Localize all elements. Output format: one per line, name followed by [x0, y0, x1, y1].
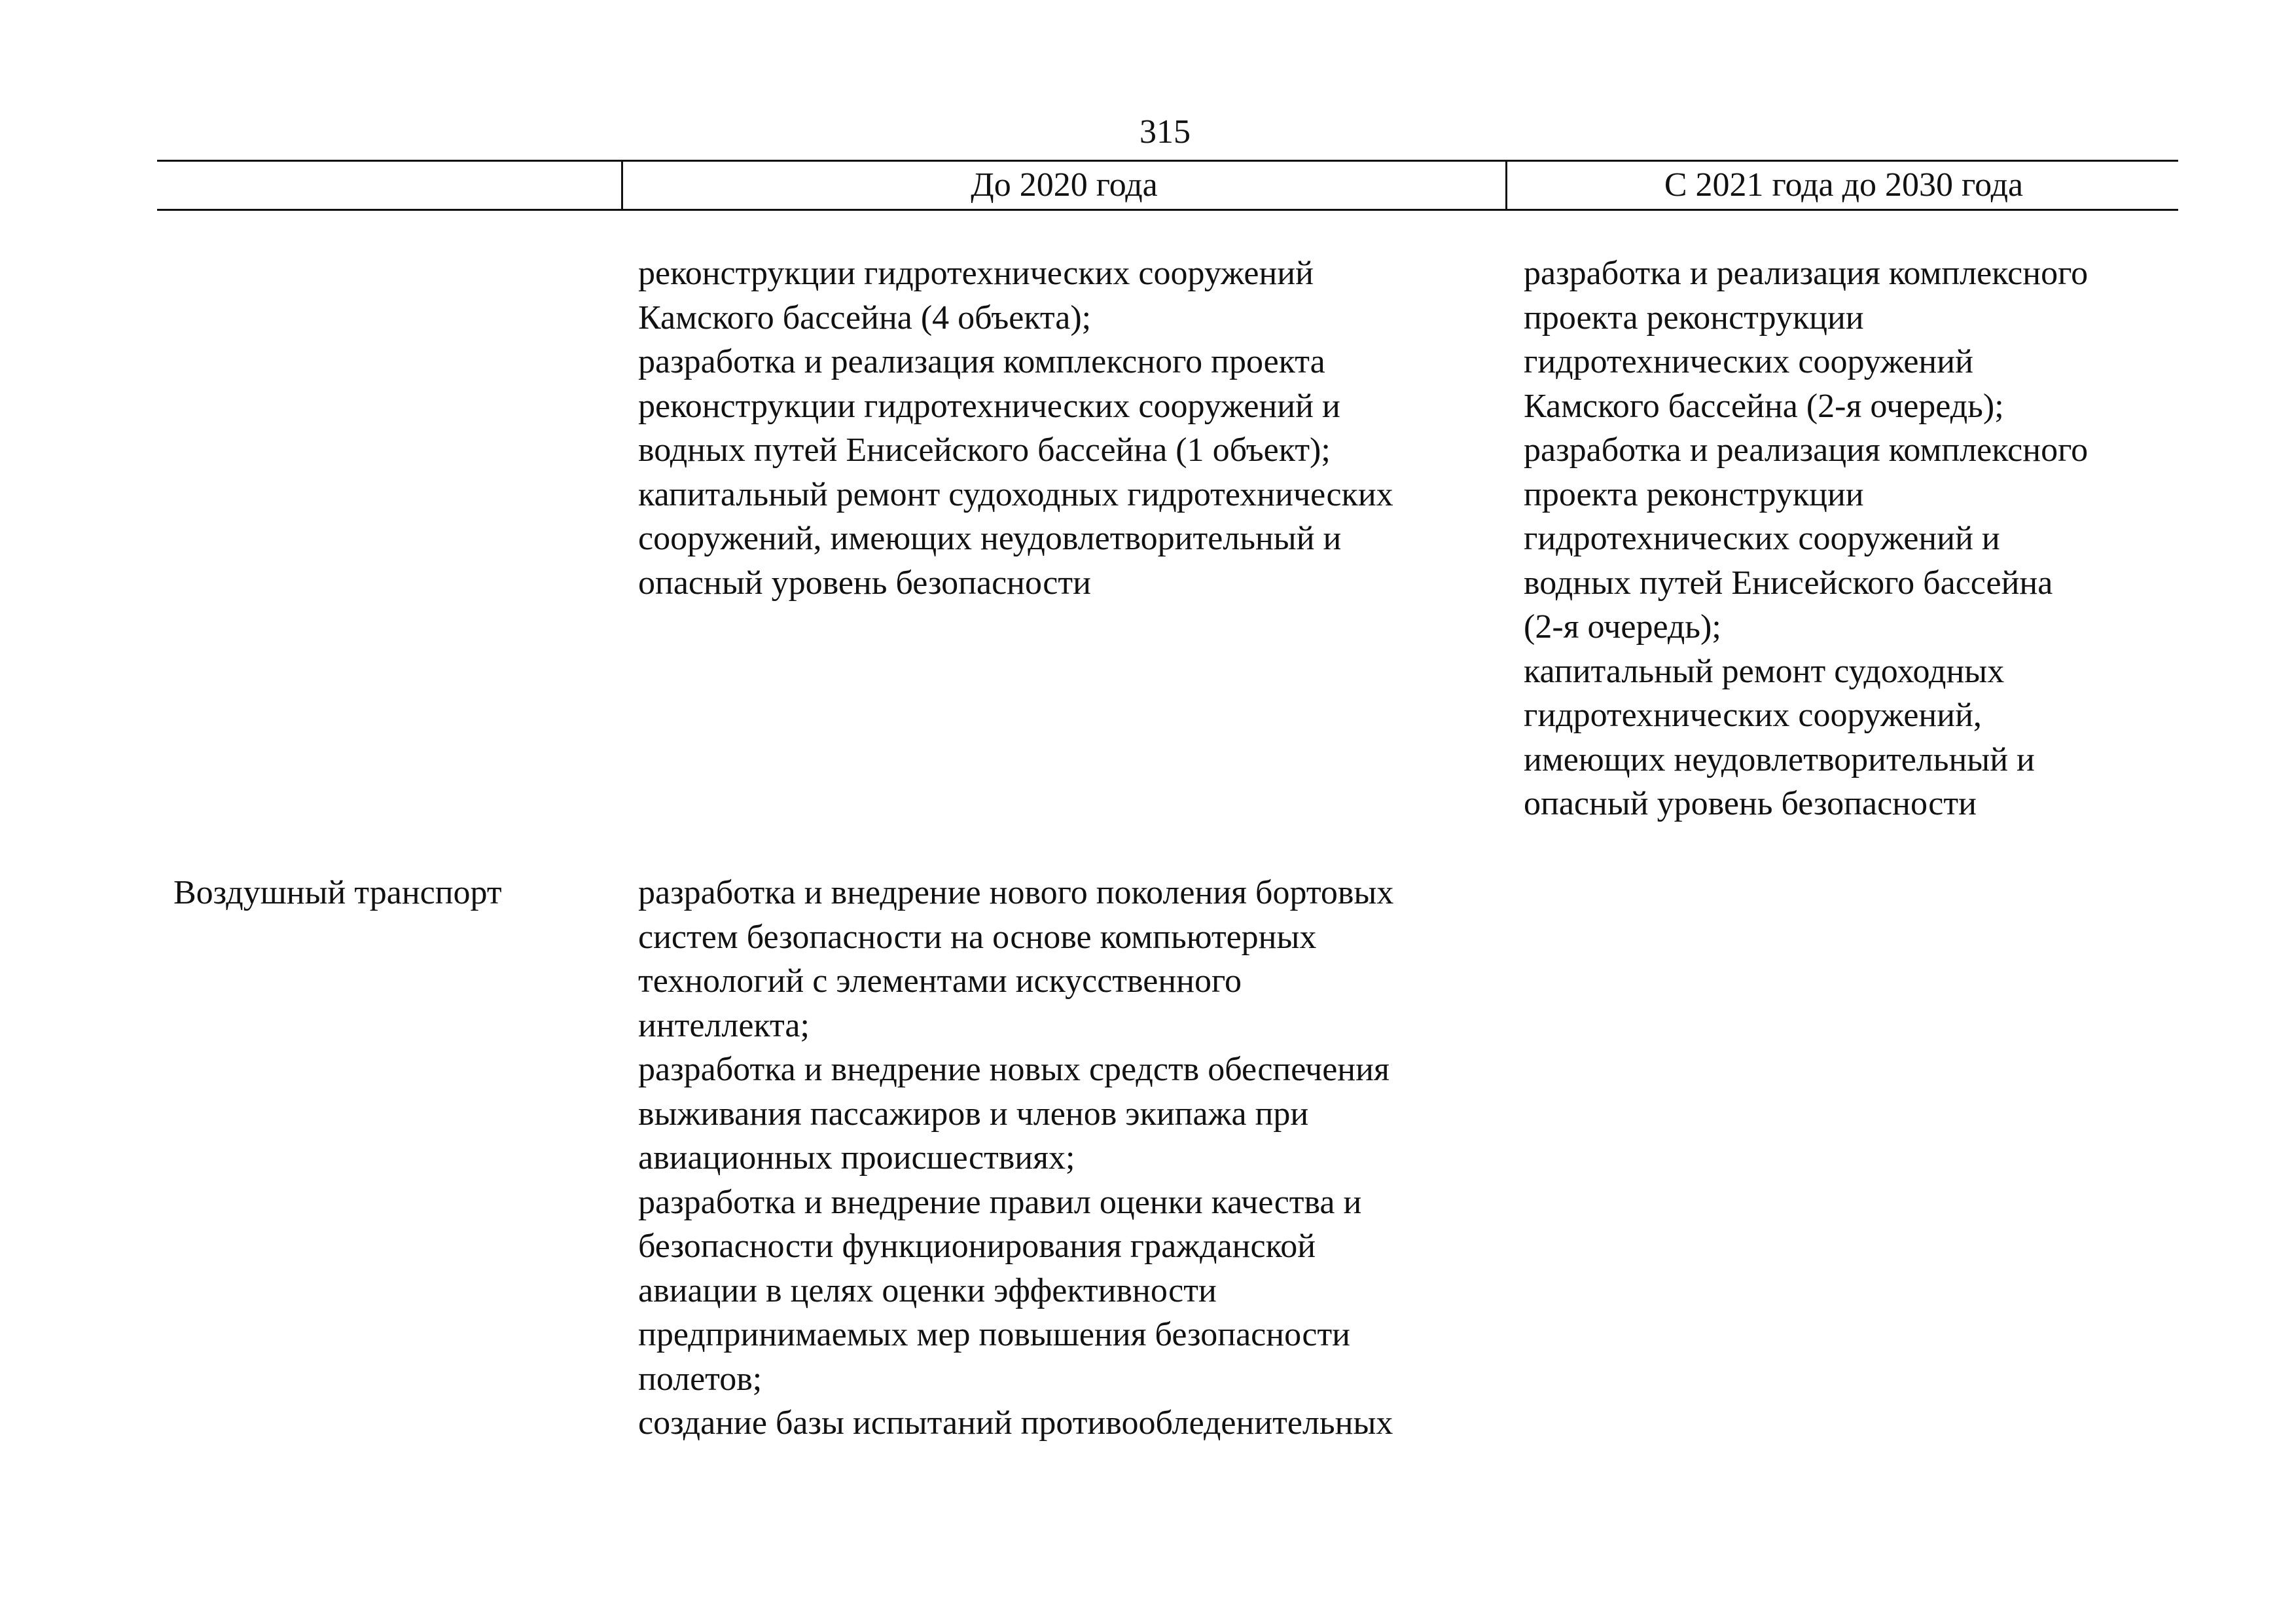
- row1-until-2020: реконструкции гидротехнических сооружений Камского бассейна (4 объекта); разработка и реализация комплексного проекта реконструкции гидротехнических сооружений и водных путей Енисейского бассейна (1 объект); капитальный ремонт судоходных гидротехнических сооружений, имеющих неудовлетворительный и опасный уровень безопасности: [638, 255, 1393, 602]
- header-until-2020: До 2020 года: [621, 162, 1505, 209]
- page-number: 315: [1139, 113, 1191, 151]
- row2-until-2020: разработка и внедрение нового поколения бортовых систем безопасности на основе компьютерных технологий с элементами искусственного интеллекта; разработка и внедрение новых средств обеспечения выживания пассажиров и членов экипажа при авиационных происшествиях; разработка и внедрение правил оценки качества и безопасности функционирования гражданской авиации в целях оценки эффективности предпринимаемых мер повышения безопасности полетов; создание базы испытаний противообледенительных: [638, 874, 1394, 1442]
- header-category: [157, 162, 619, 209]
- row1-2021-2030: разработка и реализация комплексного проекта реконструкции гидротехнических сооружений Камского бассейна (2-я очередь); разработка и реализация комплексного проекта реконструкции гидротехнических сооружений и водных путей Енисейского бассейна (2-я очередь); капитальный ремонт судоходных гидротехнических сооружений, имеющих неудовлетворительный и опасный уровень безопасности: [1524, 255, 2089, 822]
- table-header: [157, 160, 2178, 211]
- row2-category: Воздушный транспорт: [173, 874, 502, 911]
- header-2021-2030: С 2021 года до 2030 года: [1505, 162, 2180, 209]
